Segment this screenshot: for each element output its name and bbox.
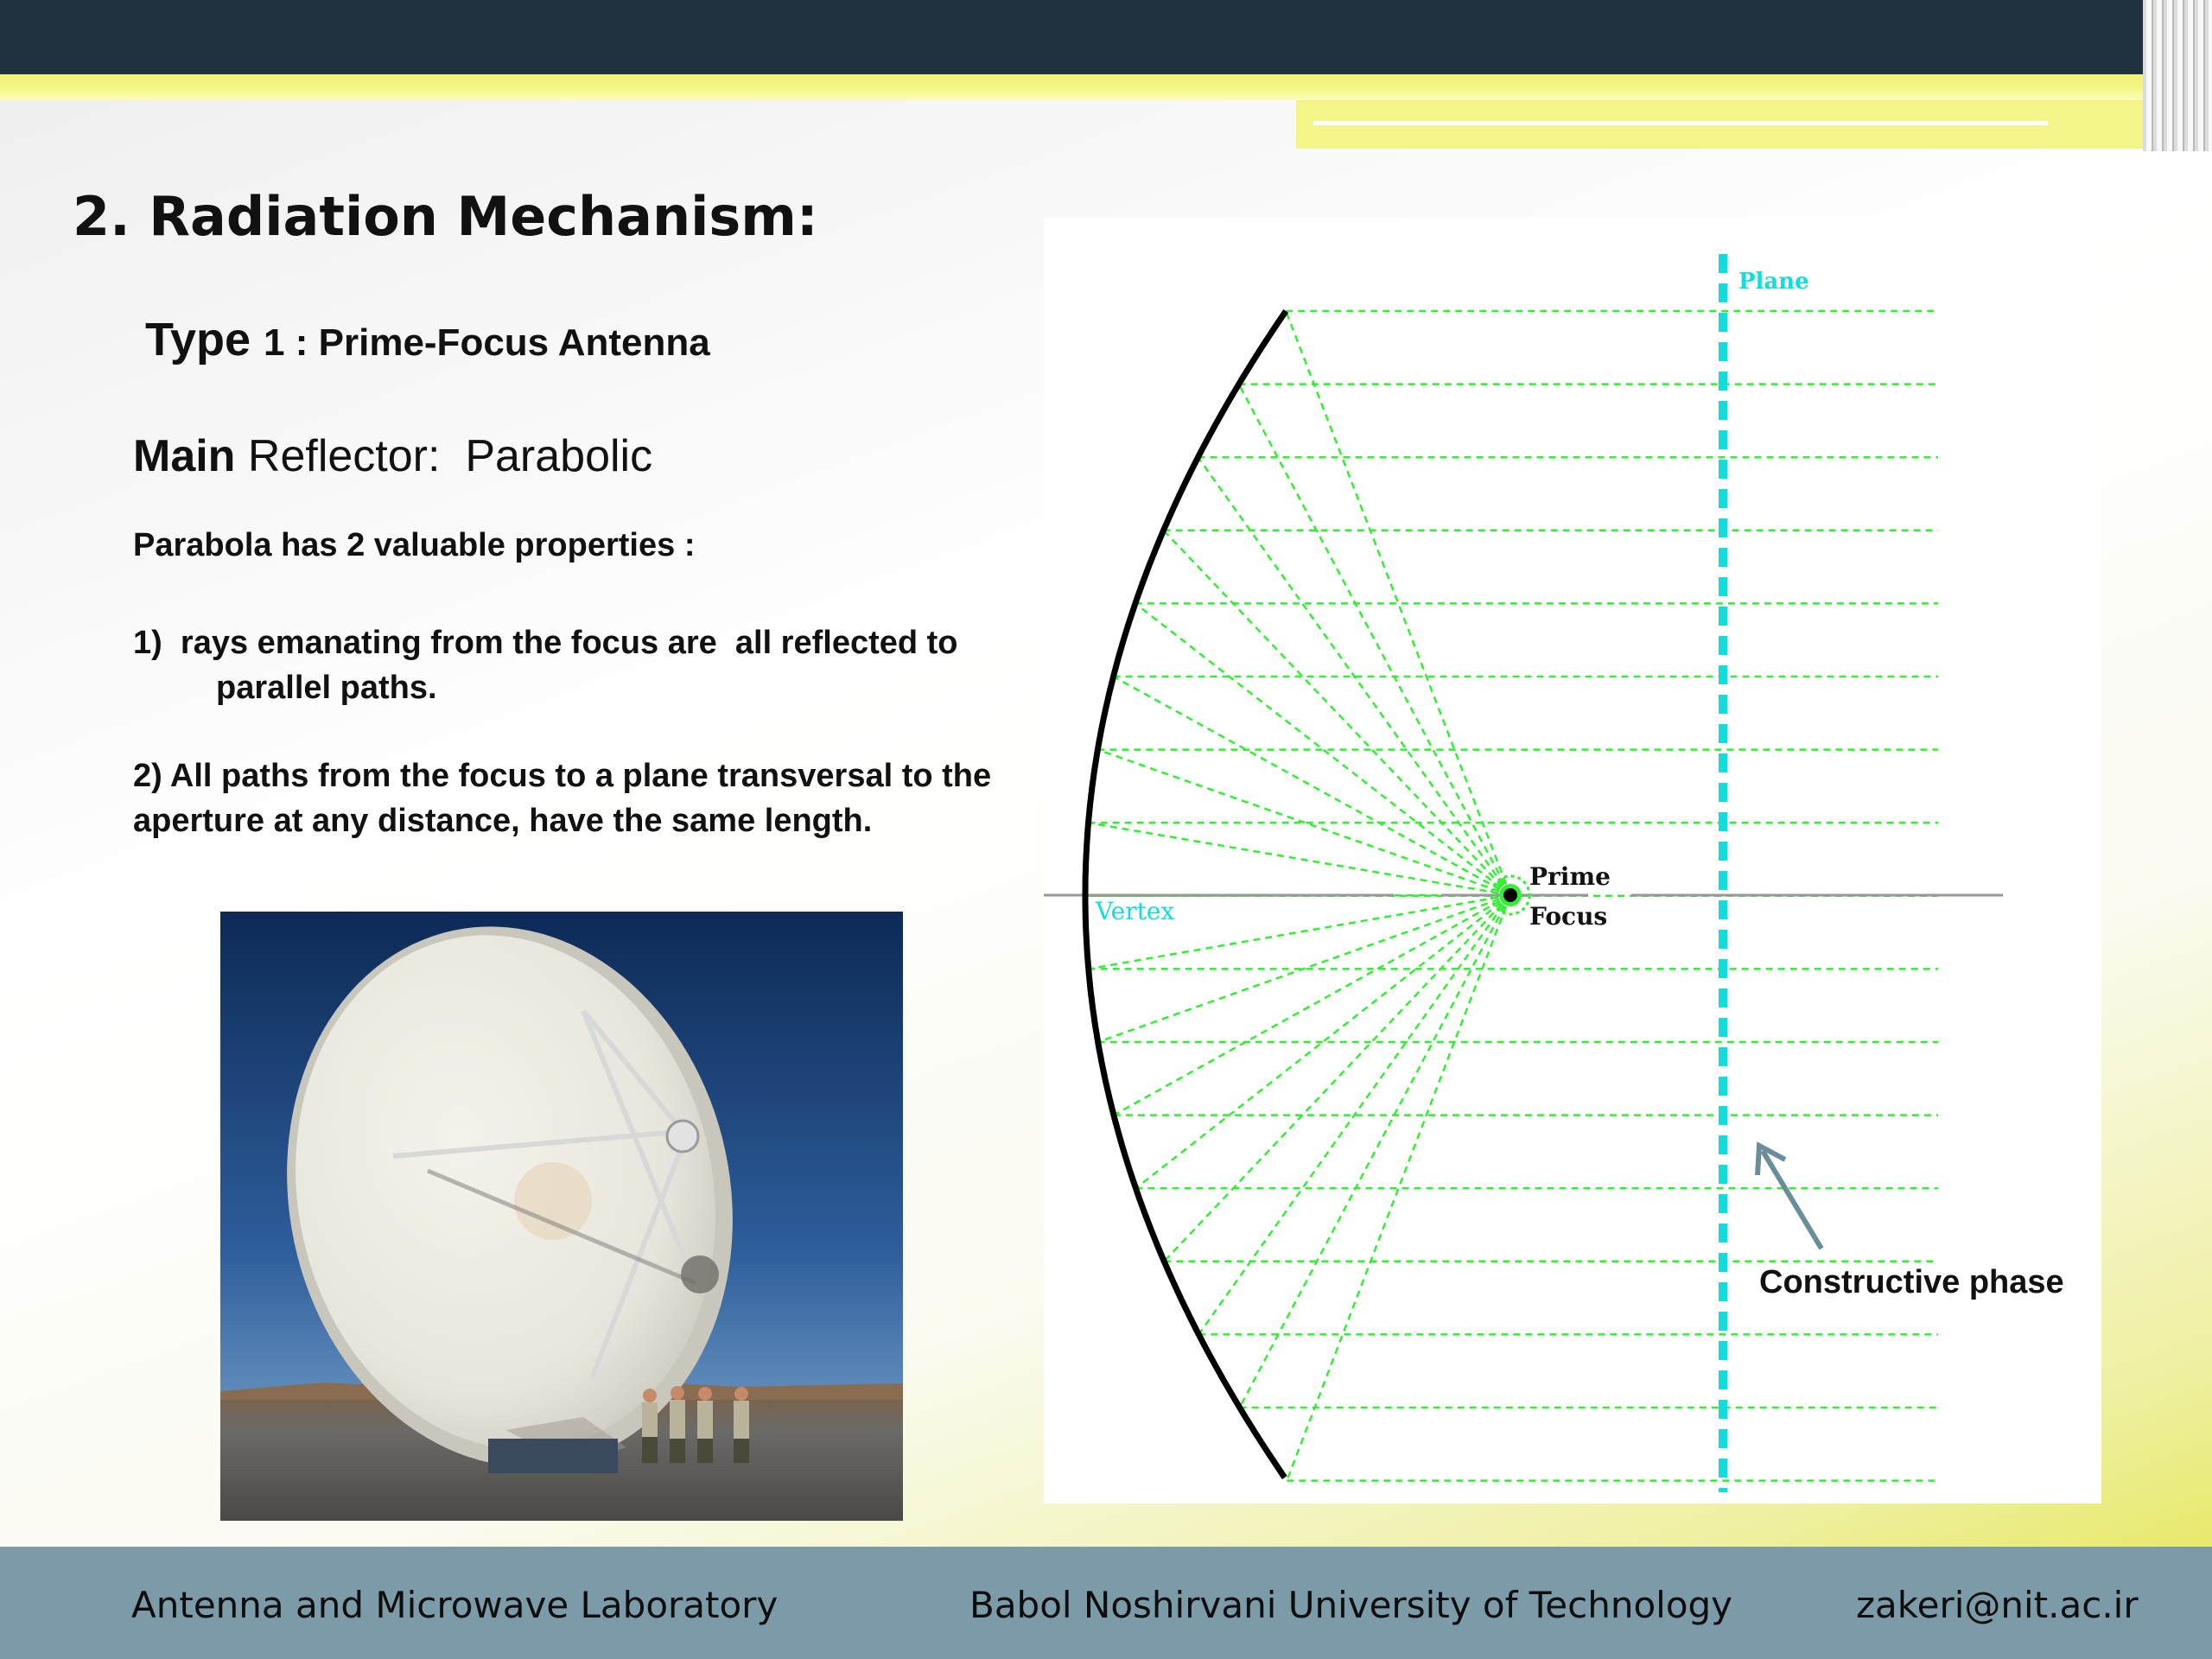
vertex-label: Vertex [1096, 897, 1175, 925]
prime-label: Prime [1529, 862, 1611, 891]
footer-lab: Antenna and Microwave Laboratory [131, 1584, 779, 1626]
footer-email[interactable]: zakeri@nit.ac.ir [1856, 1584, 2139, 1626]
property-1-line-1: 1) rays emanating from the focus are all reflected to [133, 625, 958, 661]
plane-label: Plane [1738, 269, 1809, 295]
parabola-diagram [1044, 218, 2101, 1503]
main-reflector-line [133, 430, 652, 482]
antenna-photo [220, 912, 903, 1521]
constructive-phase-label: Constructive phase [1759, 1264, 2064, 1300]
subtitle-rest: 1 : Prime-Focus Antenna [264, 321, 710, 364]
header-yellow-band [0, 74, 2143, 100]
properties-heading: Parabola has 2 valuable properties : [133, 527, 696, 563]
header-stripes [2143, 0, 2212, 151]
header-divider-line [1313, 121, 2048, 125]
slide-subtitle [145, 313, 710, 366]
focus-label: Focus [1529, 902, 1608, 931]
property-2: 2) All paths from the focus to a plane transversal to the aperture at any distance, have the same length. [133, 758, 992, 839]
reflector-bold: Main [133, 431, 236, 481]
subtitle-type: Type [145, 314, 251, 365]
diagram-background [1044, 218, 2101, 1503]
property-1-line-2: parallel paths. [216, 670, 437, 706]
reflector-rest: Reflector: Parabolic [235, 431, 653, 481]
footer-university: Babol Noshirvani University of Technology [969, 1584, 1733, 1626]
top-bar [0, 0, 2212, 74]
slide-title: 2. Radiation Mechanism: [73, 185, 818, 248]
